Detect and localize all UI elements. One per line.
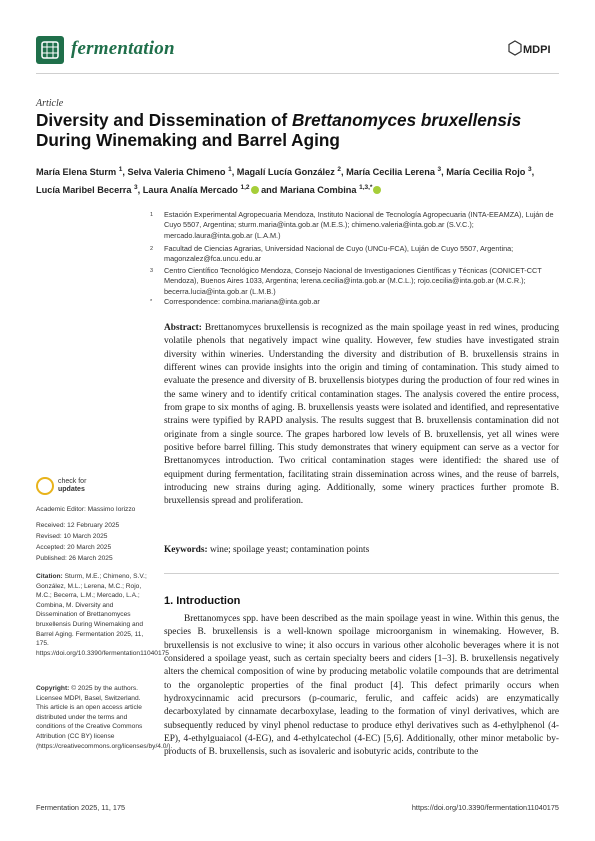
orcid-icon[interactable]	[373, 186, 381, 194]
check-for-updates-icon[interactable]	[36, 477, 54, 495]
keywords-text: wine; spoilage yeast; contamination points	[209, 545, 370, 555]
journal-logo-icon	[36, 36, 64, 64]
article-title: Diversity and Dissemination of Brettanomyces bruxellensis During Winemaking and Barrel Aging	[36, 110, 522, 150]
introduction-body	[164, 613, 559, 760]
footer-journal-info: Fermentation 2025, 11, 175	[36, 803, 126, 812]
orcid-icon[interactable]	[251, 186, 259, 194]
article-type: Article	[36, 98, 64, 109]
affiliation-1: 1 Estación Experimental Agropecuaria Mendoza, Instituto Nacional de Tecnología Agropecuaria (INTA-EEAMZA), Luján de Cuyo 5507, Argentina; sturm.maria@inta.gob.ar (M.E.S.); chimeno.valeria@inta.gob.ar (S.V.C.); mercado.laura@inta.gob.ar (L.A.M.)	[150, 210, 554, 240]
abstract-label: Abstract:	[164, 323, 202, 333]
publisher-name: MDPI	[523, 44, 551, 56]
section-heading: 1. Introduction	[164, 595, 241, 607]
section-divider	[164, 573, 559, 574]
affiliation-2: 2 Facultad de Ciencias Agrarias, Universidad Nacional de Cuyo (UNCu-FCA), Luján de Cuyo 5507, Argentina; magonzalez@fca.uncu.edu.ar	[150, 244, 514, 264]
academic-editor: Academic Editor: Massimo Iorizzo	[36, 506, 136, 513]
published-date: Published: 26 March 2025	[36, 555, 113, 562]
correspondence: * Correspondence: combina.mariana@inta.gob.ar	[150, 297, 320, 306]
check-for-updates-link[interactable]: check for updates	[58, 478, 87, 493]
header-divider	[36, 73, 559, 74]
author-list: María Elena Sturm $^1$, Selva Valeria Chimeno $^1$, Magalí Lucía González $^2$, María Cecilia Lerena $^3$, María Cecilia Rojo $^3$, Lucía Maribel Becerra $^3$, Laura Analía Mercado $^{1,2}$ and Mariana Combina $^{1,3,*}$	[36, 166, 535, 196]
publisher-logo	[508, 40, 558, 62]
keywords	[164, 544, 559, 557]
journal-name: fermentation	[71, 38, 175, 59]
abstract-text: Brettanomyces bruxellensis is recognized as the main spoilage yeast in red wines, producing volatile phenols that negatively impact wine quality. However, few studies have investigated strain diversity within wineries. Understanding the diversity and distribution of B. bruxellensis strains in different wines can provide insights into the origin and timing of contamination. This study aimed to evaluate the presence and diversity of B. bruxellensis biotypes during the production of four red wines in the same winery and to identify critical contamination stages. The analysis covered the entire process, from grape to six months of aging. B. bruxellensis yeasts were isolated and identified, and representative strains were typified by RAPD analysis. The results suggest that B. bruxellensis contamination did not originate from a single source. The grapes harbored low levels of B. bruxellensis, yet all wines were positive before barrel filling. This study demonstrates that winery equipment can serve as a vector for Brettanomyces introduction. Two critical contamination stages were identified: the shared use of equipment during fermentation, facilitating strain dissemination across wines, and the reuse of barrels, introducing new strains during aging. Additionally, some winery practices further promote B. bruxellensis spread and proliferation.	[164, 323, 559, 507]
footer-doi-link[interactable]: https://doi.org/10.3390/fermentation11040175	[411, 803, 559, 812]
received-date: Received: 12 February 2025	[36, 522, 120, 529]
copyright-block: Copyright: © 2025 by the authors. Licensee MDPI, Basel, Switzerland. This article is an open access article distributed under the terms and conditions of the Creative Commons Attribution (CC BY) license (https://creativecommons.org/licenses/by/4.0/).	[36, 685, 173, 750]
citation-block: Citation: Sturm, M.E.; Chimeno, S.V.; González, M.L.; Lerena, M.C.; Rojo, M.C.; Becerra, L.M.; Mercado, L.A.; Combina, M. Diversity and Dissemination of Brettanomyces bruxellensis During Winemaking and Barrel Aging. Fermentation 2025, 11, 175. https://doi.org/10.3390/fermentation11040175	[36, 573, 169, 657]
accepted-date: Accepted: 20 March 2025	[36, 544, 112, 551]
revised-date: Revised: 10 March 2025	[36, 533, 108, 540]
intro-paragraph: Brettanomyces spp. have been described as the main spoilage yeast in wine. Within this genus, the species B. bruxellensis is a well-known spoilage microorganism in winemaking. However, B. bruxellensis is not exclusive to wine; it also occurs in various other alcoholic beverages where it is not considered a spoilage yeast, such as certain specialty beers and ciders [1–3]. B. bruxellensis negatively alters the chemical composition of wine by producing metabolic volatile compounds that are detrimental to the organoleptic properties of the final product [4]. This defect primarily occurs when hydroxycinnamic acid precursors (p-coumaric, ferulic, and caffeic acids) are enzymatically decarboxylated by cinnamate decarboxylase, leading to the formation of vinyl derivatives, which are subsequently reduced by vinyl phenol reductase to produce ethyl derivatives such as 4-ethylphenol (4-EP), 4-ethylguaiacol (4-EG), and 4-ethylcatechol (4-EC) [5,6]. Additionally, other minor metabolic by-products of B. bruxellensis, such as isovaleric and isobutyric acids, contribute to the	[164, 614, 559, 758]
keywords-label: Keywords:	[164, 545, 208, 555]
affiliation-3: 3 Centro Científico Tecnológico Mendoza, Consejo Nacional de Investigaciones Científicas y Técnicas (CONICET-CCT Mendoza), Buenos Aires 1033, Argentina; lerena.cecilia@inta.gob.ar (M.C.L.); rojo.cecilia@inta.gob.ar (M.C.R.); becerra.lucia@inta.gob.ar (L.M.B.)	[150, 266, 542, 296]
abstract	[164, 322, 559, 509]
